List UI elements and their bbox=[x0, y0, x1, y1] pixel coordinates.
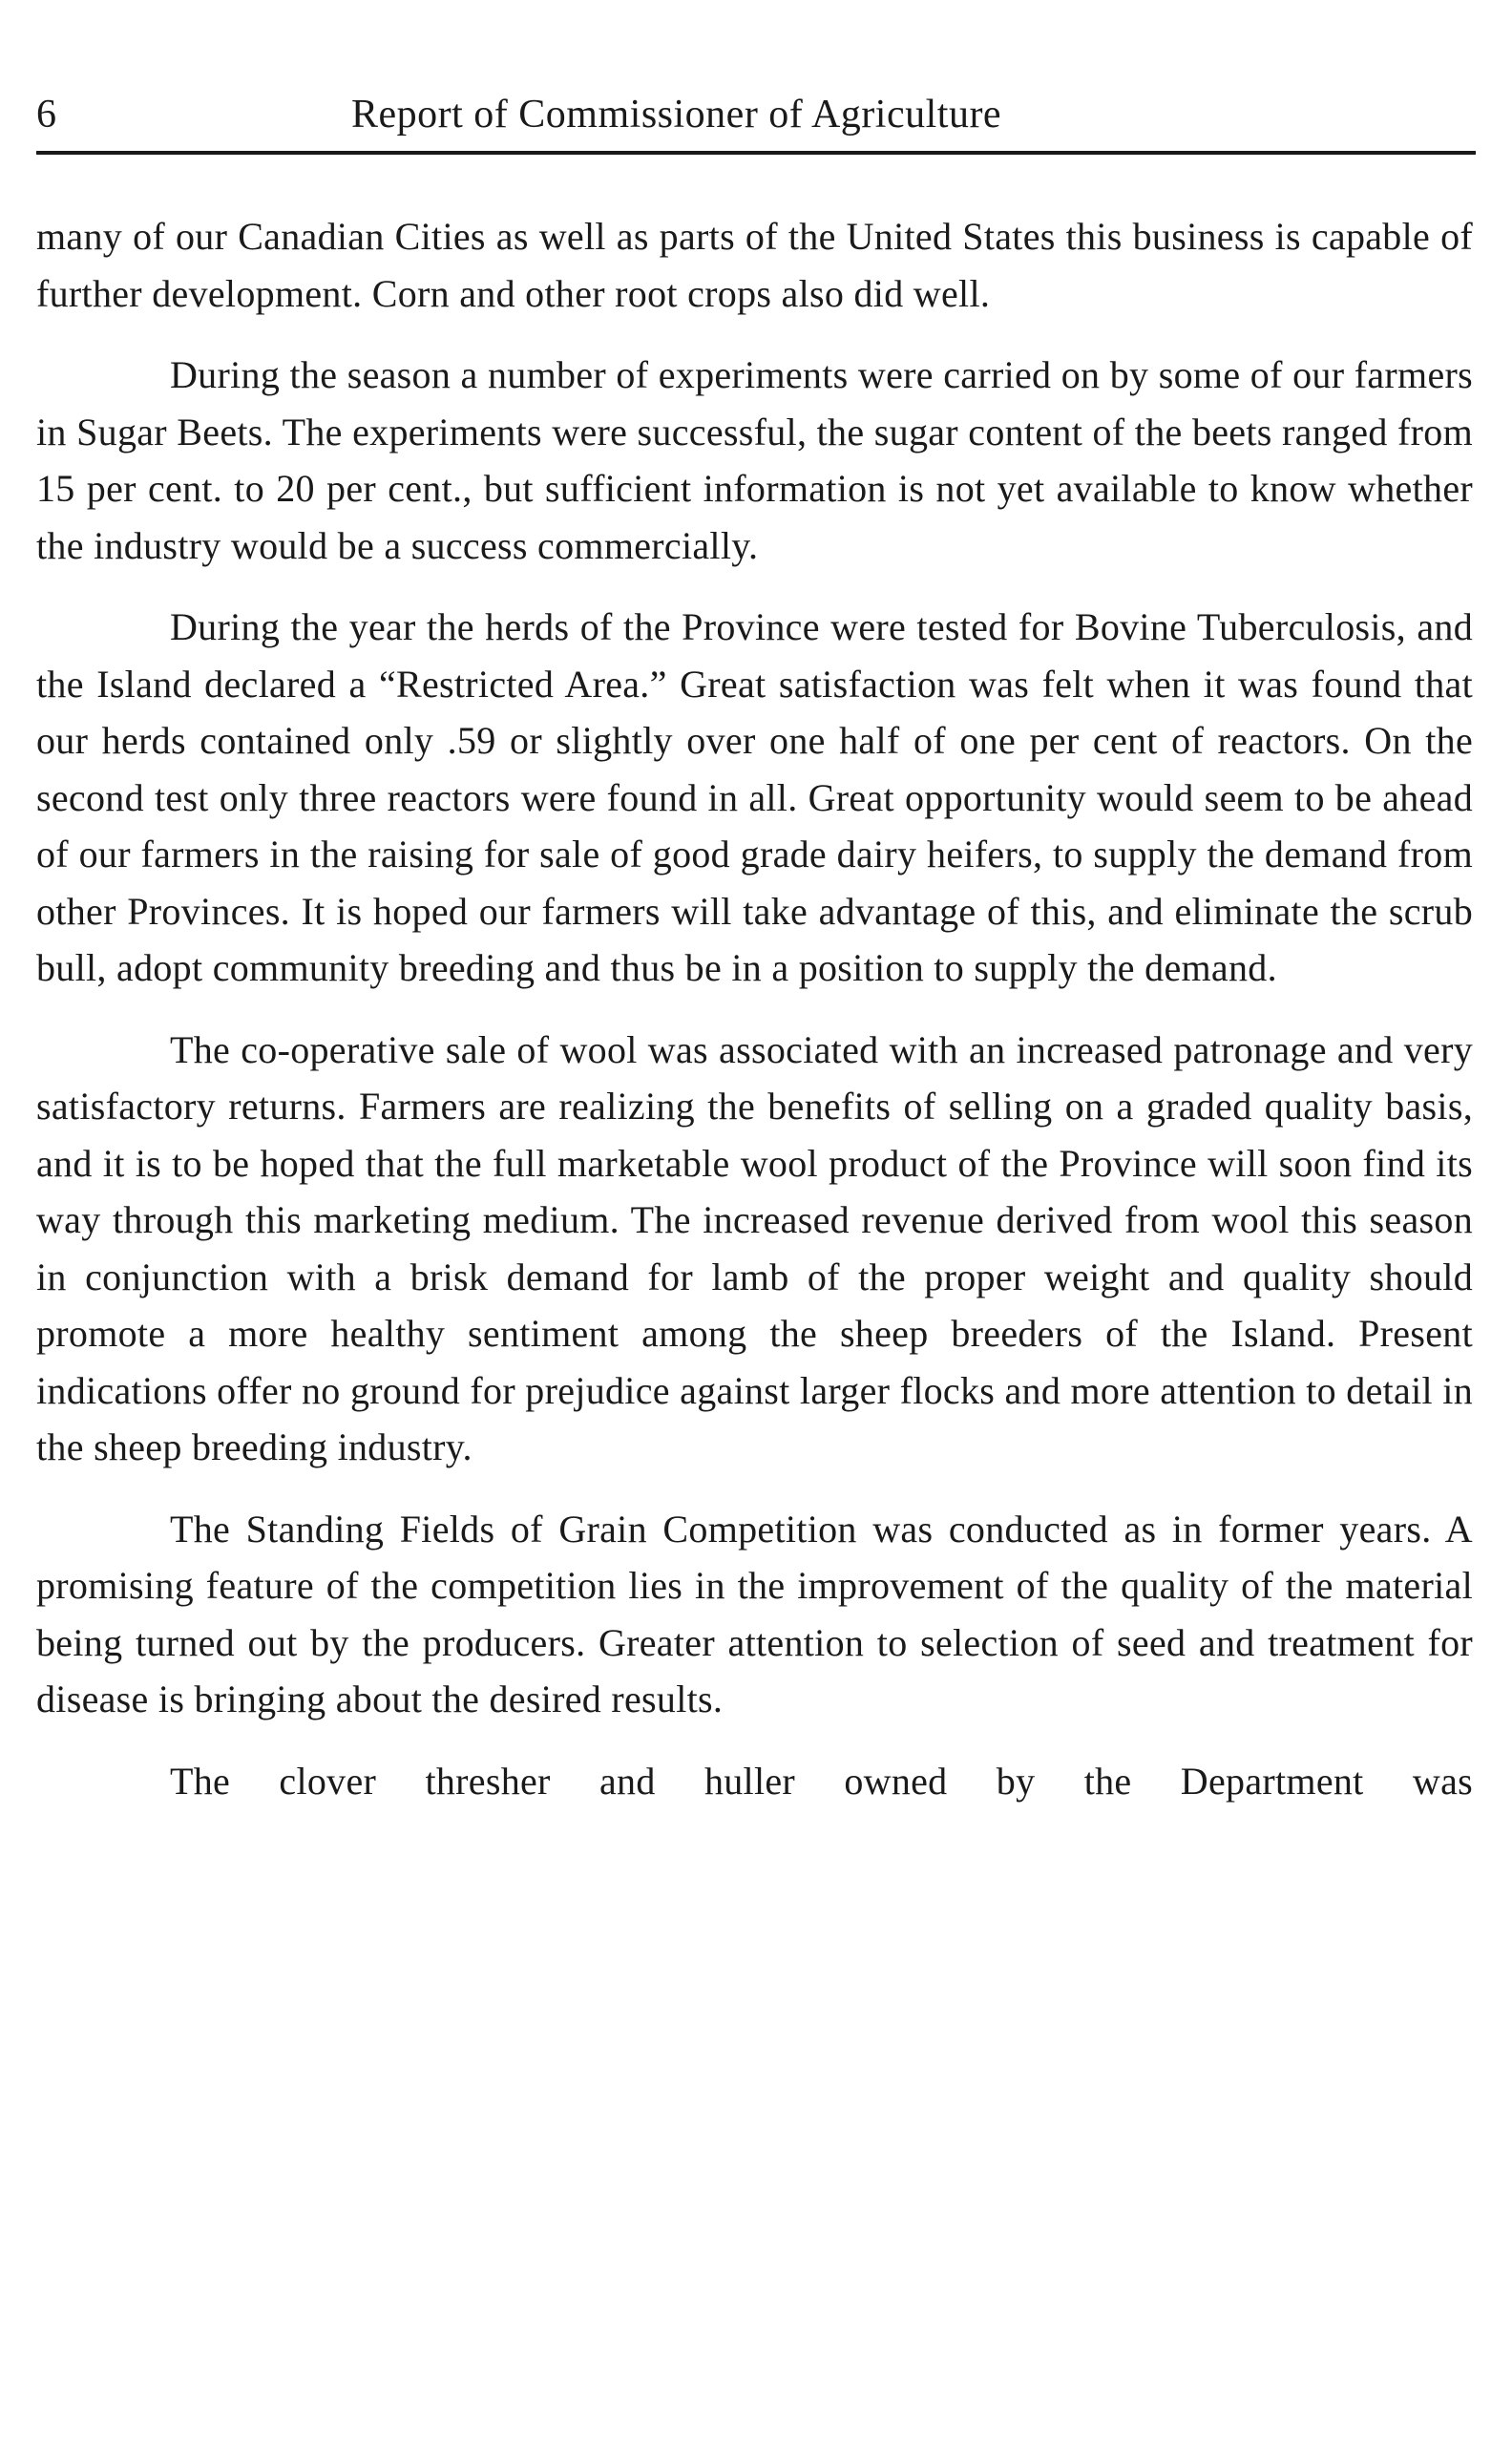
paragraph-clover-thresher: The clover thresher and huller owned by the Department was bbox=[170, 1759, 1473, 1803]
paragraph-bovine-tuberculosis: During the year the herds of the Province were tested for Bovine Tuberculosis, and the Island declared a “Restricted Area.” Great satisfaction was felt when it was found that our herds contained only .59 or slightly over one half of one per cent of reactors. On the second test only three reactors were found in all. Great opportunity would seem to be ahead of our farmers in the raising for sale of good grade dairy heifers, to supply the demand from other Provinces. It is hoped our farmers will take advantage of this, and eliminate the scrub bull, adopt community breeding and thus be in a position to supply the demand. bbox=[36, 605, 1473, 989]
page-header bbox=[36, 86, 1478, 143]
running-head: Report of Commissioner of Agriculture bbox=[351, 93, 1002, 137]
paragraph-grain-competition: The Standing Fields of Grain Competition was conducted as in former years. A promising feature of the competition lies in the improvement of the quality of the material being turned out by the producers. Greater attention to selection of seed and treatment for disease is bringing about the desired results. bbox=[36, 1507, 1473, 1720]
paragraph-continuation: many of our Canadian Cities as well as parts of the United States this business is capable of further development. Corn and other root crops also did well. bbox=[36, 215, 1473, 315]
body-text bbox=[36, 208, 1473, 1834]
paragraph-sugar-beets: During the season a number of experiments were carried on by some of our farmers in Sugar Beets. The experiments were successful, the sugar content of the beets ranged from 15 per cent. to 20 per cent., but sufficient information is not yet available to know whether the industry would be a success commercially. bbox=[36, 353, 1473, 567]
paragraph-wool-sale: The co-operative sale of wool was associated with an increased patronage and very satisfactory returns. Farmers are realizing the benefits of selling on a graded quality basis, and it is to be hoped that the full marketable wool product of the Province will soon find its way through this marketing medium. The increased revenue derived from wool this season in conjunction with a brisk demand for lamb of the proper weight and quality should promote a more healthy sentiment among the sheep breeders of the Island. Present indications offer no ground for prejudice against larger flocks and more attention to detail in the sheep breeding industry. bbox=[36, 1027, 1473, 1468]
page-number: 6 bbox=[36, 93, 57, 137]
header-rule bbox=[36, 151, 1476, 155]
